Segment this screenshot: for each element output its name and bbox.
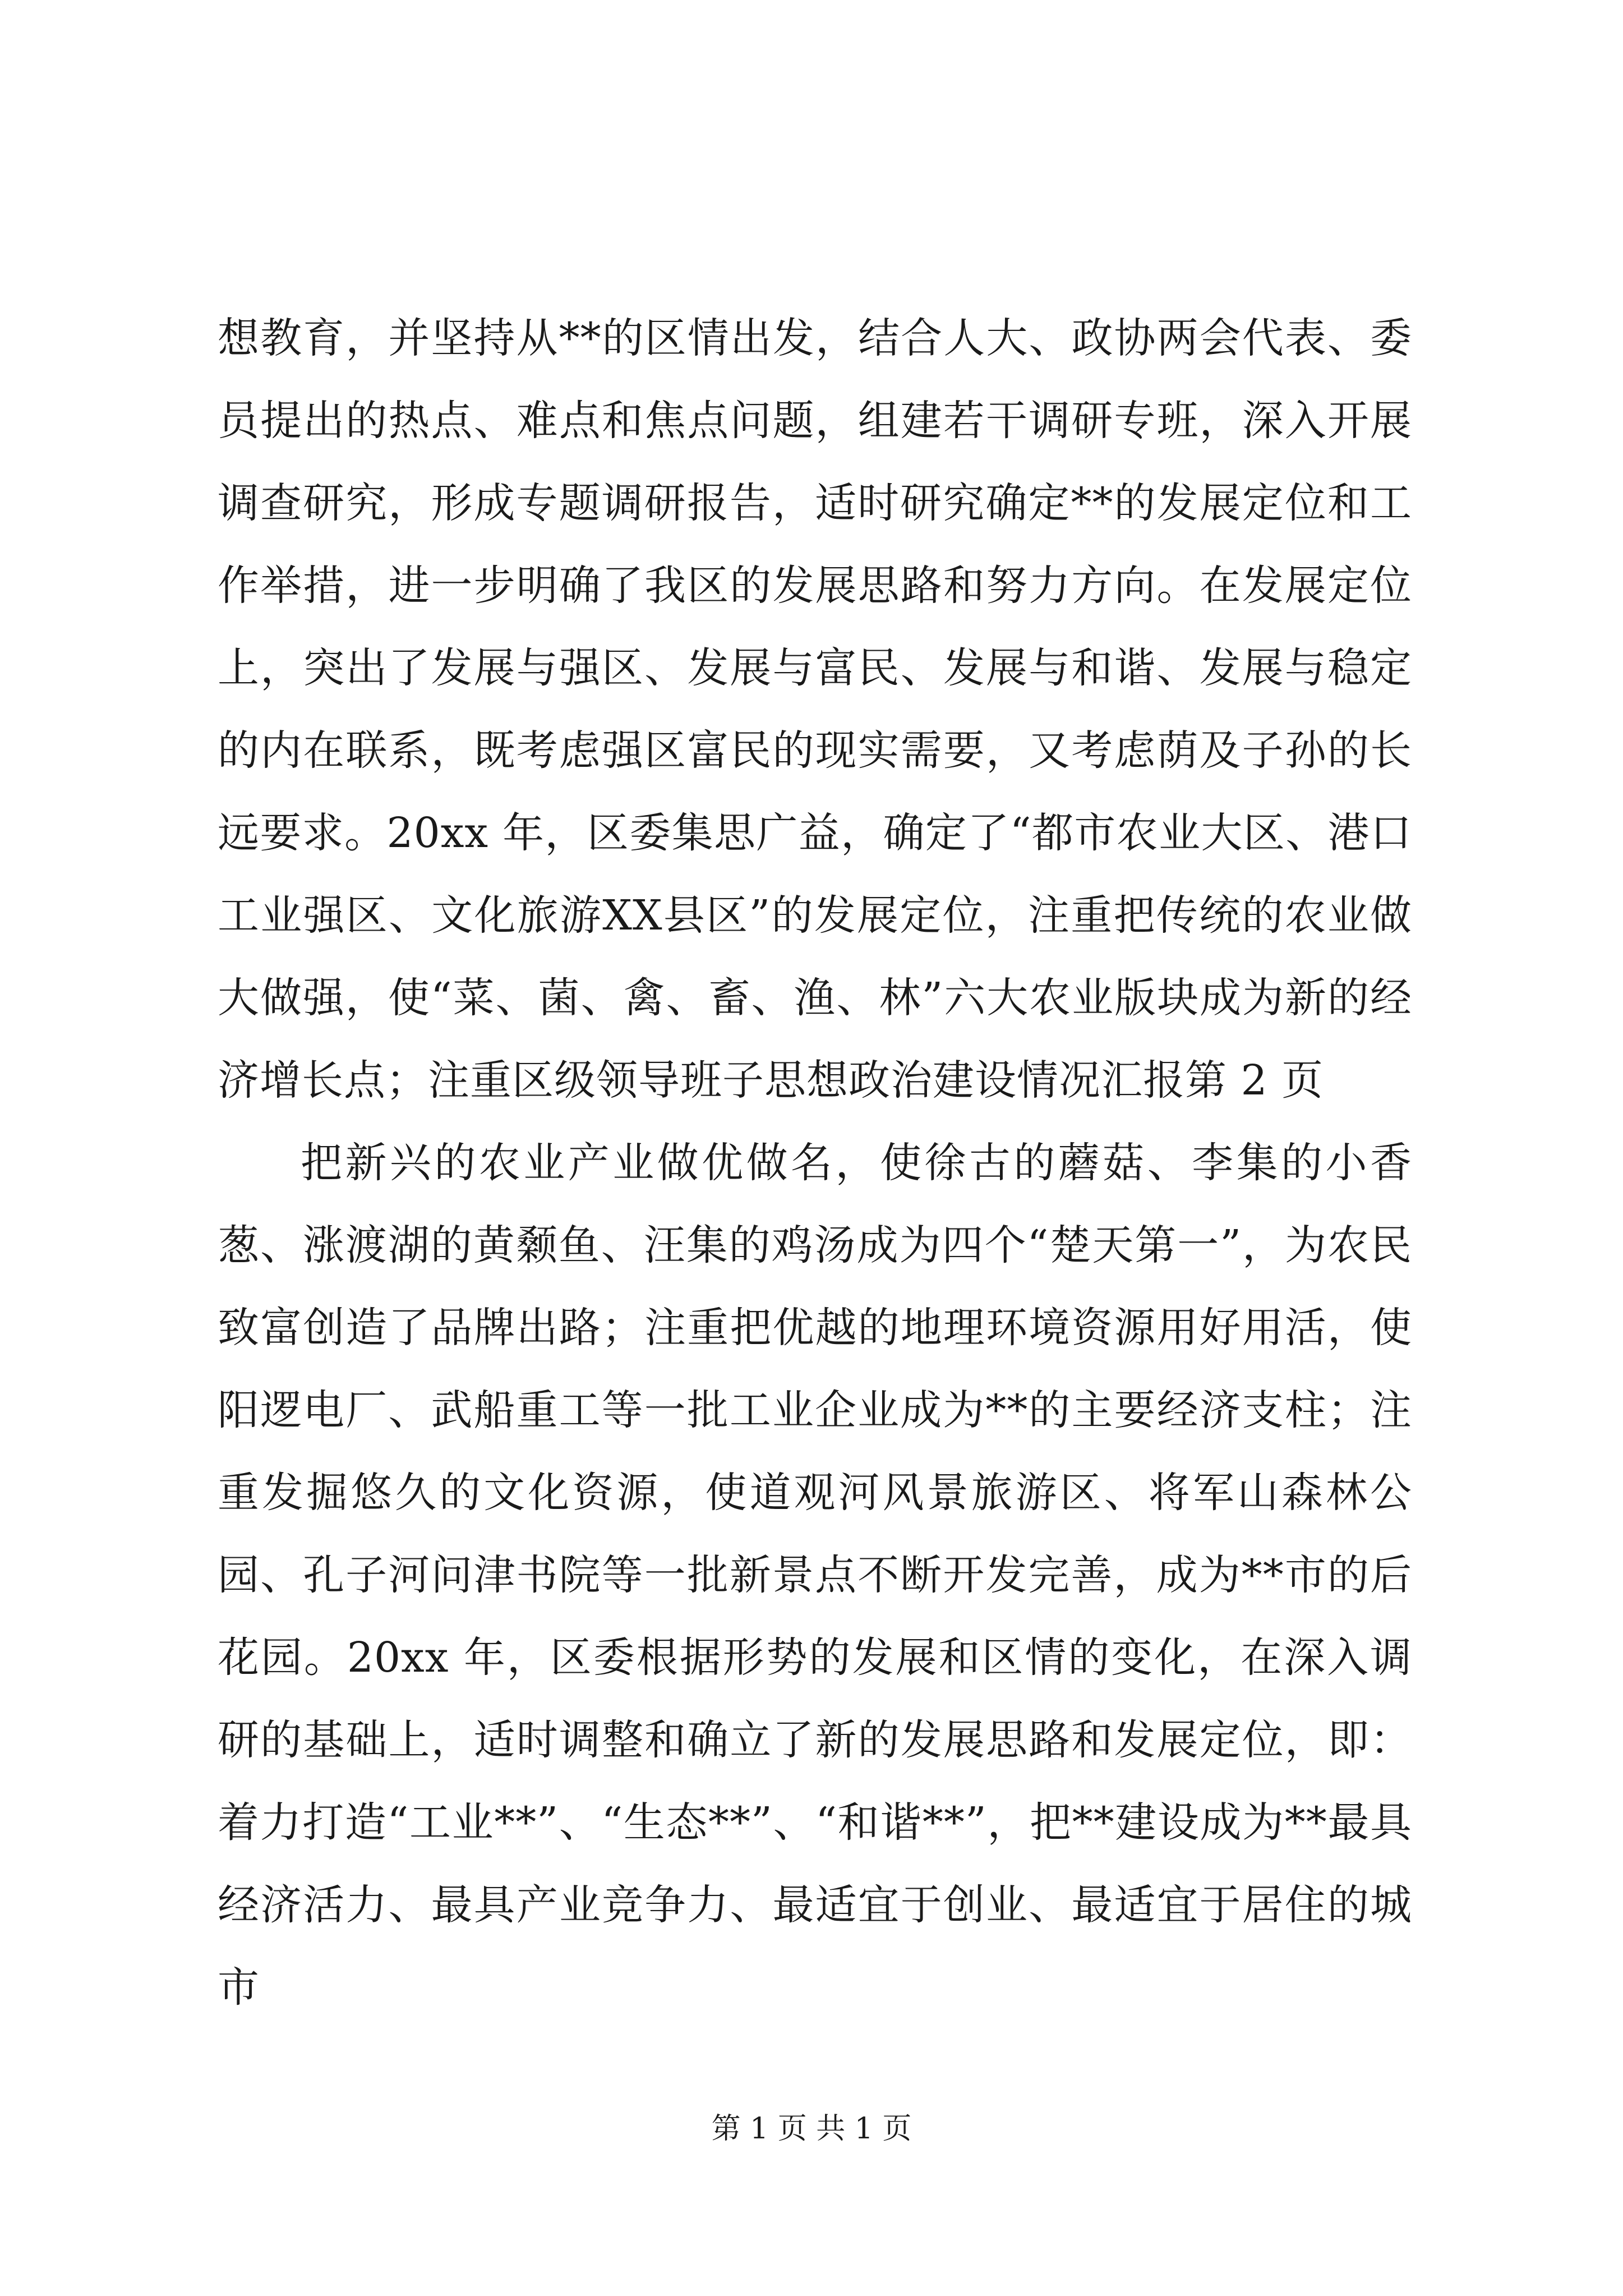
document-body — [218, 297, 1412, 2029]
page-footer: 第 1 页 共 1 页 — [711, 2112, 912, 2146]
paragraph-2: 把新兴的农业产业做优做名，使徐古的蘑菇、李集的小香葱、涨渡湖的黄颡鱼、汪集的鸡汤成为四个“楚天第一”，为农民致富创造了品牌出路；注重把优越的地理环境资源用好用活，使阳逻电厂、武船重工等一批工业企业成为**的主要经济支柱；注重发掘悠久的文化资源，使道观河风景旅游区、将军山森林公园、孔子河问津书院等一批新景点不断开发完善，成为**市的后花园。20xx 年，区委根据形势的发展和区情的变化，在深入调研的基础上，适时调整和确立了新的发展思路和发展定位，即：着力打造“工业**”、“生态**”、“和谐**”，把**建设成为**最具经济活力、最具产业竞争力、最适宜于创业、最适宜于居住的城市 — [218, 1139, 1412, 2012]
paragraph-1: 想教育，并坚持从**的区情出发，结合人大、政协两会代表、委员提出的热点、难点和焦点问题，组建若干调研专班，深入开展调查研究，形成专题调研报告，适时研究确定**的发展定位和工作举措，进一步明确了我区的发展思路和努力方向。在发展定位上，突出了发展与强区、发展与富民、发展与和谐、发展与稳定的内在联系，既考虑强区富民的现实需要，又考虑荫及子孙的长远要求。20xx 年，区委集思广益，确定了“都市农业大区、港口工业强区、文化旅游XX县区”的发展定位，注重把传统的农业做大做强，使“菜、菌、禽、畜、渔、林”六大农业版块成为新的经济增长点；注重区级领导班子思想政治建设情况汇报第 2 页 — [218, 314, 1412, 1105]
